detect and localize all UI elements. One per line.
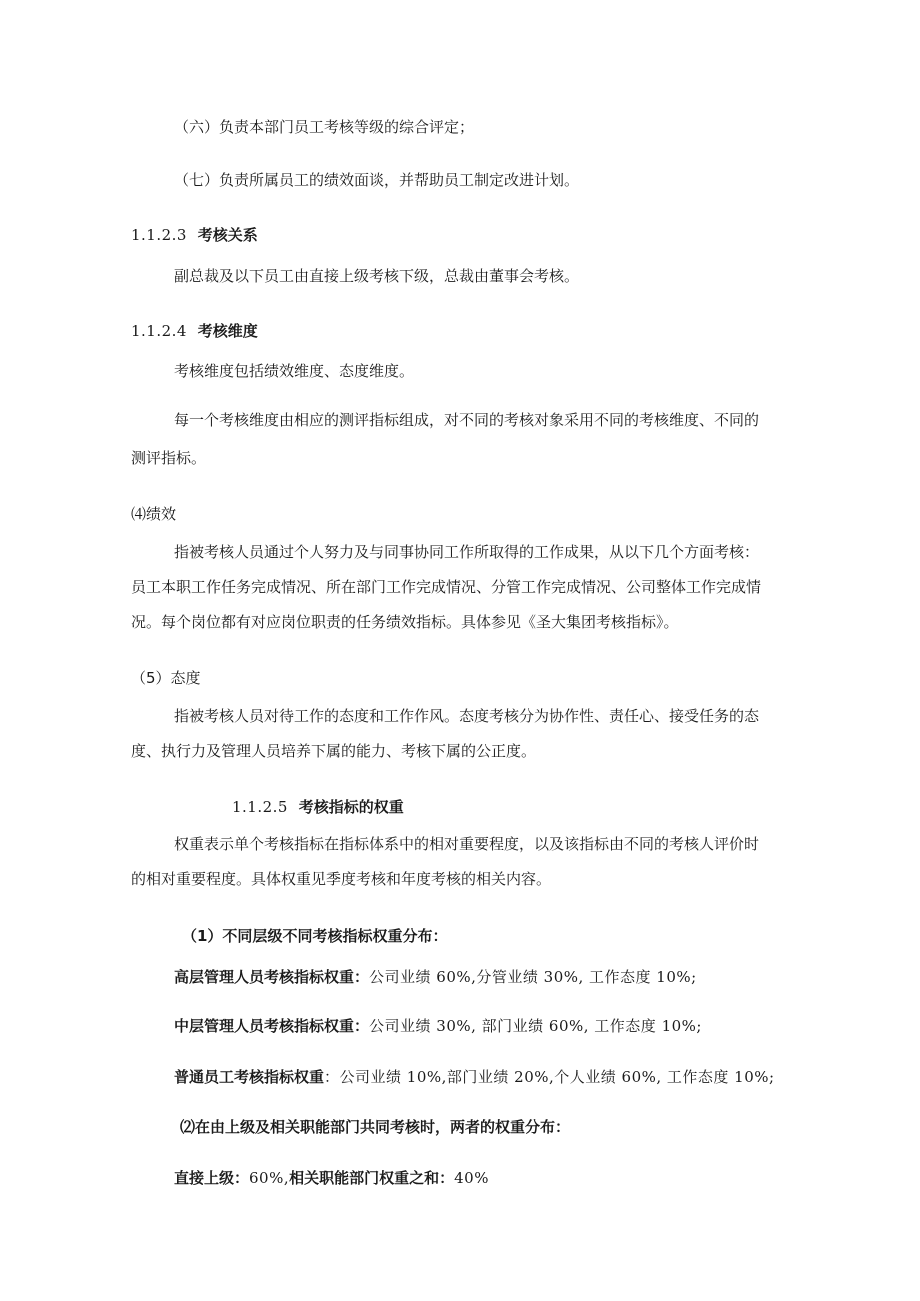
weight-label: 中层管理人员考核指标权重： bbox=[174, 1017, 370, 1035]
section-number: 1.1.2.5 bbox=[232, 798, 288, 816]
weight-row-senior bbox=[174, 967, 697, 987]
duty-item-six: （六）负责本部门员工考核等级的综合评定； bbox=[174, 118, 475, 136]
paragraph-line: 权重表示单个考核指标在指标体系中的相对重要程度，以及该指标由不同的考核人评价时 bbox=[174, 835, 760, 853]
weights-heading-2: ⑵在由上级及相关职能部门共同考核时，两者的权重分布： bbox=[180, 1118, 571, 1136]
paragraph-line: 的相对重要程度。具体权重见季度考核和年度考核的相关内容。 bbox=[131, 870, 552, 888]
section-title: 考核维度 bbox=[197, 322, 258, 340]
section-number: 1.1.2.4 bbox=[131, 322, 187, 340]
paragraph-line: 测评指标。 bbox=[131, 449, 207, 467]
weight-row-staff bbox=[174, 1067, 775, 1087]
weight-label: 高层管理人员考核指标权重： bbox=[174, 968, 370, 986]
paragraph-line: 指被考核人员通过个人努力及与同事协同工作所取得的工作成果，从以下几个方面考核： bbox=[174, 543, 760, 561]
section-title: 考核关系 bbox=[197, 226, 258, 244]
paragraph-line: 员工本职工作任务完成情况、所在部门工作完成情况、分管工作完成情况、公司整体工作完成情 bbox=[131, 578, 762, 596]
subheading-performance: ⑷绩效 bbox=[131, 505, 177, 523]
section-heading-1-1-2-4 bbox=[131, 321, 258, 341]
paragraph: 考核维度包括绩效维度、态度维度。 bbox=[174, 362, 415, 380]
paragraph-line: 每一个考核维度由相应的测评指标组成，对不同的考核对象采用不同的考核维度、不同的 bbox=[174, 411, 760, 429]
section-number: 1.1.2.3 bbox=[131, 226, 187, 244]
duty-item-seven: （七）负责所属员工的绩效面谈，并帮助员工制定改进计划。 bbox=[174, 171, 580, 189]
weight-row-middle bbox=[174, 1016, 702, 1036]
section-heading-1-1-2-3 bbox=[131, 225, 258, 245]
weight-row-joint bbox=[174, 1168, 489, 1188]
weight-value: 公司业绩 30%, 部门业绩 60%, 工作态度 10%; bbox=[369, 1017, 702, 1035]
weight-label: 直接上级： bbox=[174, 1169, 250, 1187]
weight-value: 公司业绩 60%,分管业绩 30%, 工作态度 10%; bbox=[369, 968, 697, 986]
paragraph-line: 况。每个岗位都有对应岗位职责的任务绩效指标。具体参见《圣大集团考核指标》。 bbox=[131, 613, 679, 631]
weight-value: ：公司业绩 10%,部门业绩 20%,个人业绩 60%, 工作态度 10%; bbox=[324, 1068, 775, 1086]
weight-label: 相关职能部门权重之和： bbox=[289, 1169, 455, 1187]
paragraph: 副总裁及以下员工由直接上级考核下级，总裁由董事会考核。 bbox=[174, 267, 580, 285]
weight-value: 60%, bbox=[249, 1169, 290, 1187]
section-title: 考核指标的权重 bbox=[298, 798, 404, 816]
paragraph-line: 指被考核人员对待工作的态度和工作作风。态度考核分为协作性、责任心、接受任务的态 bbox=[174, 707, 760, 725]
paragraph-line: 度、执行力及管理人员培养下属的能力、考核下属的公正度。 bbox=[131, 742, 537, 760]
weight-label: 普通员工考核指标权重 bbox=[174, 1068, 325, 1086]
weights-heading-1: （1）不同层级不同考核指标权重分布： bbox=[182, 927, 448, 945]
section-heading-1-1-2-5 bbox=[232, 797, 404, 817]
subheading-attitude: （5）态度 bbox=[131, 669, 201, 687]
weight-value: 40% bbox=[454, 1169, 489, 1187]
